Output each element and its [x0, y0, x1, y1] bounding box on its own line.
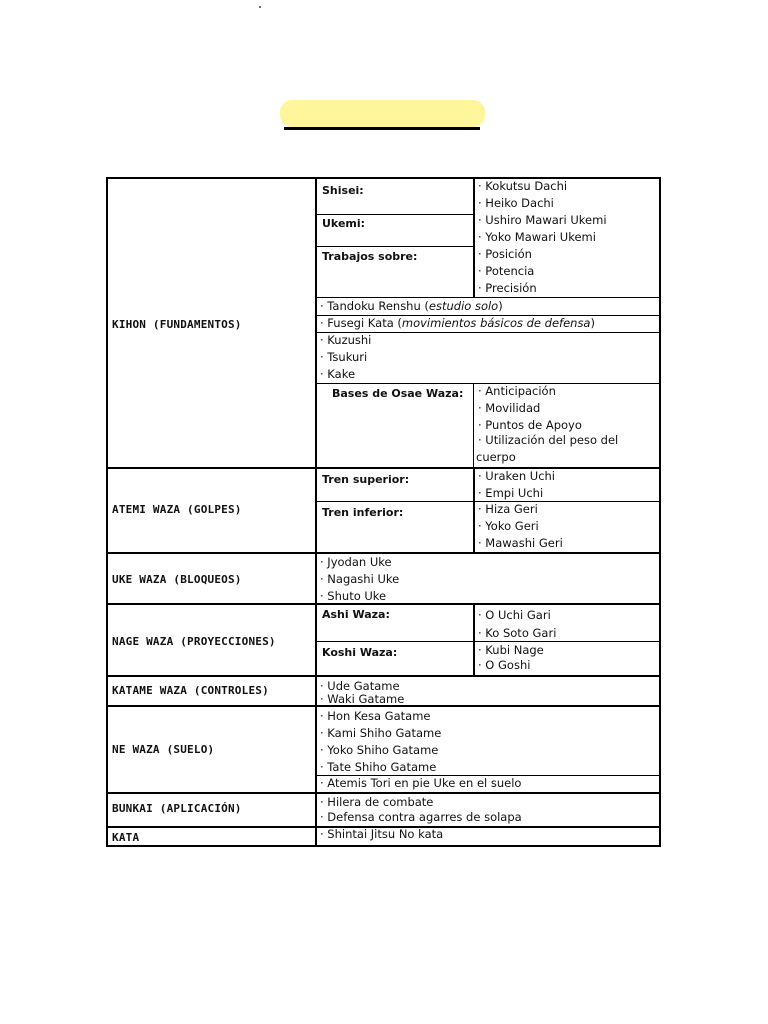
list-item: · Posición [478, 247, 532, 261]
subheading-ashi-waza: Ashi Waza: [322, 608, 390, 621]
nage-inner-divider [473, 605, 475, 675]
subheading-tren-superior: Tren superior: [322, 473, 410, 486]
section-kata: KATA [112, 831, 140, 844]
subheading-ukemi: Ukemi: [322, 217, 366, 230]
list-item: · Ude Gatame [320, 679, 400, 693]
subheading-koshi-waza: Koshi Waza: [322, 646, 398, 659]
list-item: · Kubi Nage [478, 643, 544, 657]
tandoku-label: · Tandoku Renshu ( [320, 299, 429, 313]
list-item: · Waki Gatame [320, 692, 405, 705]
kihon-osae-divider [473, 383, 474, 467]
kihon-line [317, 246, 474, 247]
list-item: · Hilera de combate [320, 795, 434, 809]
list-item: · Empi Uchi [478, 486, 544, 500]
list-item: · Tate Shiho Gatame [320, 760, 437, 774]
list-item: · Shintai Jitsu No kata [320, 827, 444, 841]
list-item: · Anticipación [478, 384, 556, 398]
section-ne-waza: NE WAZA (SUELO) [112, 743, 215, 756]
list-item: · O Uchi Gari [478, 608, 551, 622]
list-item: · Yoko Shiho Gatame [320, 743, 439, 757]
list-item: · Yoko Geri [478, 519, 539, 533]
divider-kihon-atemi [108, 467, 659, 469]
nage-line [317, 641, 659, 642]
list-item: · Jyodan Uke [320, 555, 392, 569]
atemi-inner-divider [473, 469, 475, 552]
list-item: · Kokutsu Dachi [478, 179, 568, 193]
tandoku-renshu [320, 299, 503, 314]
list-item: · Hiza Geri [478, 502, 538, 516]
list-item: · Potencia [478, 264, 535, 278]
subheading-shisei: Shisei: [322, 184, 364, 197]
atemis-tori: · Atemis Tori en pie Uke en el suelo [320, 776, 522, 790]
section-nage-waza: NAGE WAZA (PROYECCIONES) [112, 635, 276, 648]
fusegi-end: ) [590, 316, 595, 330]
section-uke-waza: UKE WAZA (BLOQUEOS) [112, 573, 242, 586]
kihon-inner-divider [473, 179, 475, 297]
list-item: cuerpo [476, 450, 516, 464]
list-item: · Defensa contra agarres de solapa [320, 810, 522, 824]
fusegi-kata [320, 316, 595, 331]
list-item: · Kake [320, 367, 356, 381]
title-underline [284, 127, 480, 130]
divider-atemi-uke [108, 552, 659, 554]
list-item: · Kami Shiho Gatame [320, 726, 442, 740]
divider-katame-ne [108, 705, 659, 707]
list-item: · Shuto Uke [320, 589, 387, 603]
list-item: · Nagashi Uke [320, 572, 400, 586]
subheading-trabajos: Trabajos sobre: [322, 250, 418, 263]
list-item: · Precisión [478, 281, 537, 295]
list-item: · Heiko Dachi [478, 196, 554, 210]
tandoku-note: estudio solo [428, 299, 499, 313]
list-item: · Kuzushi [320, 333, 372, 347]
list-item: · Utilización del peso del [478, 433, 619, 447]
list-item: · O Goshi [478, 658, 531, 672]
divider-ne-bunkai [108, 792, 659, 794]
kihon-line [317, 297, 659, 298]
list-item: · Puntos de Apoyo [478, 418, 582, 432]
fusegi-note: movimientos básicos de defensa [401, 316, 591, 330]
tandoku-end: ) [498, 299, 503, 313]
list-item: · Hon Kesa Gatame [320, 709, 431, 723]
list-item: · Mawashi Geri [478, 536, 563, 550]
subheading-tren-inferior: Tren inferior: [322, 506, 404, 519]
divider-nage-katame [108, 675, 659, 677]
list-item: · Tsukuri [320, 350, 368, 364]
list-item: · Ko Soto Gari [478, 626, 557, 640]
curriculum-table [106, 177, 661, 847]
list-item: · Uraken Uchi [478, 469, 555, 483]
kihon-line [317, 214, 474, 215]
title-highlight [280, 100, 485, 127]
list-item: · Movilidad [478, 401, 541, 415]
section-kihon: KIHON (FUNDAMENTOS) [112, 318, 242, 331]
subheading-osae-waza: Bases de Osae Waza: [332, 387, 464, 400]
list-item: · Yoko Mawari Ukemi [478, 230, 596, 244]
main-column-divider [315, 179, 317, 845]
section-atemi-waza: ATEMI WAZA (GOLPES) [112, 503, 242, 516]
fusegi-label: · Fusegi Kata ( [320, 316, 402, 330]
section-bunkai: BUNKAI (APLICACIÓN) [112, 802, 242, 815]
stray-dot [259, 6, 261, 8]
list-item: · Ushiro Mawari Ukemi [478, 213, 607, 227]
section-katame-waza: KATAME WAZA (CONTROLES) [112, 684, 269, 697]
